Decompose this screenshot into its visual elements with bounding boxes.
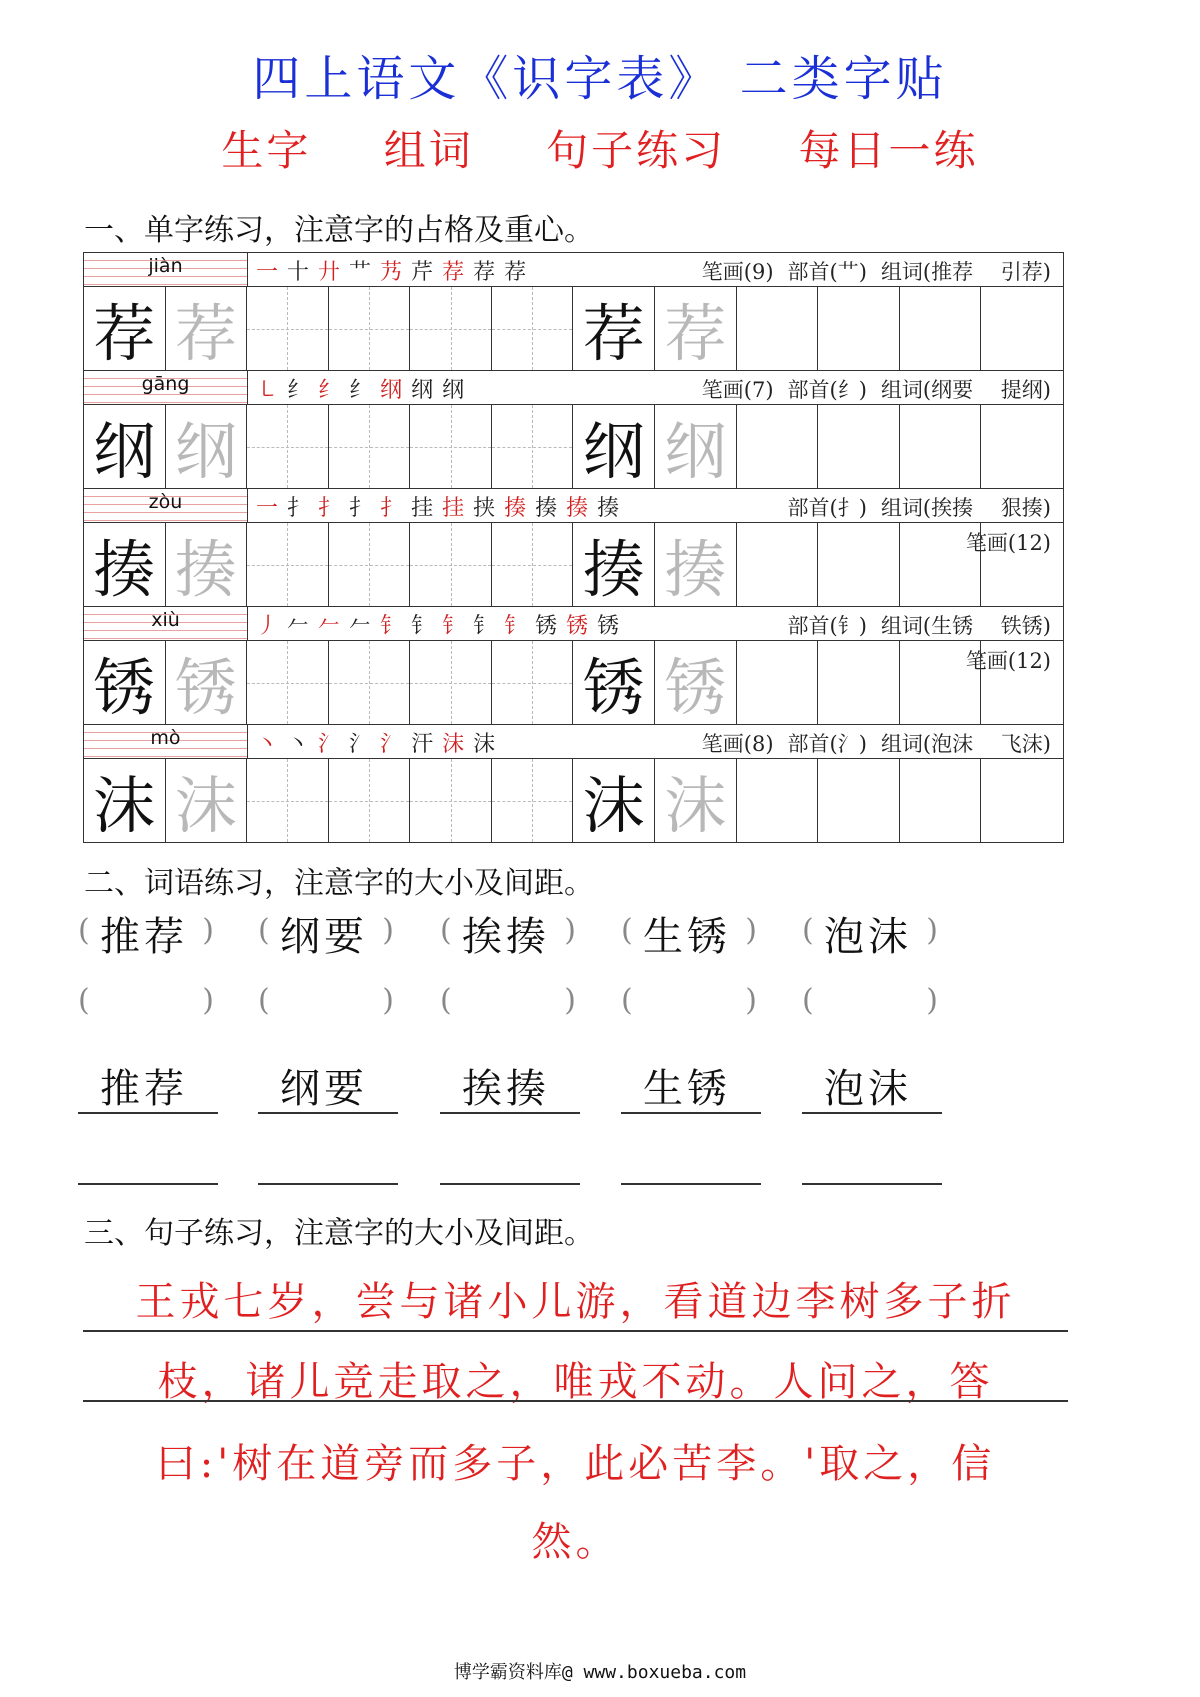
writing-cell[interactable] <box>981 523 1063 606</box>
stroke-step: 丿 <box>256 614 282 639</box>
word-text: 生锈 <box>643 914 731 960</box>
stroke-step: 扌 <box>349 496 375 521</box>
stroke-step: 锈 <box>597 614 623 639</box>
model-character: 纲 <box>93 415 156 488</box>
stroke-count: 笔画(8) <box>701 732 774 756</box>
bracket-left: ( <box>802 983 818 1018</box>
writing-cell[interactable] <box>410 641 492 724</box>
stroke-step: 氵 <box>349 732 375 757</box>
model-character: 荐 <box>582 297 645 370</box>
stroke-step: 一 <box>256 260 282 285</box>
empty-bracket-box[interactable] <box>802 975 942 1025</box>
pinyin-box <box>84 607 248 640</box>
stroke-step: 𠂉 <box>287 614 313 639</box>
stroke-step: 钅 <box>380 614 406 639</box>
bracket-right: ) <box>202 983 218 1018</box>
bracket-right: ) <box>202 913 218 948</box>
model-character-cell <box>573 405 655 488</box>
footer-watermark: 博学霸资料库@ www.boxueba.com <box>453 1662 747 1683</box>
model-character-cell <box>84 287 166 370</box>
trace-character-cell <box>166 405 248 488</box>
blank-writing-line[interactable] <box>258 1183 398 1185</box>
stroke-count: 笔画(7) <box>701 378 774 402</box>
stroke-count: 笔画(9) <box>701 260 774 284</box>
writing-cell[interactable] <box>329 641 411 724</box>
model-character-cell <box>84 405 166 488</box>
model-character: 沫 <box>93 769 156 842</box>
pinyin: gāng <box>141 373 190 395</box>
empty-bracket-box[interactable] <box>78 975 218 1025</box>
stroke-step: 钅 <box>442 614 468 639</box>
stroke-step: 纲 <box>380 378 406 403</box>
bracket-right: ) <box>745 983 761 1018</box>
stroke-step: ㇄ <box>256 378 282 403</box>
writing-cell[interactable] <box>900 759 982 842</box>
writing-cell[interactable] <box>329 287 411 370</box>
subtitle-item: 句子练习 <box>546 126 727 175</box>
bracket-left: ( <box>258 913 274 948</box>
stroke-step: 扌 <box>380 496 406 521</box>
stroke-step: 荐 <box>504 260 530 285</box>
pinyin: zòu <box>148 491 183 513</box>
writing-cell[interactable] <box>247 759 329 842</box>
underlined-word: 纲要 <box>280 1066 368 1112</box>
character-info-row <box>84 607 1063 641</box>
writing-cell[interactable] <box>247 523 329 606</box>
pinyin: jiàn <box>148 255 183 277</box>
word-examples: 组词(纲要 提纲) <box>880 378 1051 402</box>
bracket-right: ) <box>564 913 580 948</box>
stroke-step: 锈 <box>566 614 592 639</box>
bracket-right: ) <box>926 913 942 948</box>
stroke-step: 荐 <box>442 260 468 285</box>
character-block <box>84 725 1063 842</box>
writing-cell[interactable] <box>818 405 900 488</box>
trace-character-cell <box>166 287 248 370</box>
page-title: 四上语文《识字表》 二类字贴 <box>252 51 948 107</box>
writing-cell[interactable] <box>900 287 982 370</box>
trace-character: 纲 <box>664 415 727 488</box>
model-character: 揍 <box>582 533 645 606</box>
section-heading-two: 二、词语练习，注意字的大小及间距。 <box>84 866 594 901</box>
writing-cell[interactable] <box>737 287 819 370</box>
word-examples: 组词(泡沫 飞沫) <box>880 732 1051 756</box>
sentence-rule-line <box>83 1400 1068 1402</box>
empty-bracket-box[interactable] <box>258 975 398 1025</box>
underlined-word: 推荐 <box>100 1066 188 1112</box>
word-with-brackets <box>258 905 398 960</box>
writing-cell[interactable] <box>492 523 574 606</box>
character-meta <box>688 728 1051 758</box>
stroke-step: 氵 <box>318 732 344 757</box>
pinyin: xiù <box>151 609 180 631</box>
stroke-step: 揍 <box>504 496 530 521</box>
trace-character-cell <box>655 523 737 606</box>
stroke-order <box>256 491 628 522</box>
radical: 部首(艹) <box>787 260 867 284</box>
word-with-brackets <box>78 905 218 960</box>
writing-cell[interactable] <box>410 287 492 370</box>
model-character: 纲 <box>582 415 645 488</box>
stroke-step: 𠂉 <box>349 614 375 639</box>
bracket-right: ) <box>382 983 398 1018</box>
character-practice-table <box>83 252 1064 843</box>
stroke-step: 氵 <box>380 732 406 757</box>
bracket-left: ( <box>621 983 637 1018</box>
sentence-line: 然。 <box>531 1519 620 1565</box>
blank-writing-line[interactable] <box>78 1183 218 1185</box>
character-info-row <box>84 489 1063 523</box>
writing-cell[interactable] <box>737 759 819 842</box>
radical: 部首(钅) <box>787 614 867 638</box>
trace-character-cell <box>166 759 248 842</box>
character-block <box>84 371 1063 489</box>
writing-cell[interactable] <box>247 405 329 488</box>
character-meta <box>774 492 1051 522</box>
stroke-step: 汗 <box>411 732 437 757</box>
underlined-word: 生锈 <box>643 1066 731 1112</box>
trace-character: 荐 <box>174 297 237 370</box>
stroke-step: 挟 <box>473 496 499 521</box>
sentence-line: 王戎七岁，尝与诸小儿游，看道边李树多子折 <box>135 1279 1016 1325</box>
empty-bracket-box[interactable] <box>621 975 761 1025</box>
character-block <box>84 489 1063 607</box>
stroke-step: 钅 <box>504 614 530 639</box>
underlined-word: 挨揍 <box>462 1066 550 1112</box>
section-heading-three: 三、句子练习，注意字的大小及间距。 <box>84 1216 594 1251</box>
stroke-step: 揍 <box>566 496 592 521</box>
stroke-step: 十 <box>287 260 313 285</box>
character-meta <box>774 610 1051 640</box>
writing-cell[interactable] <box>981 759 1063 842</box>
section-heading-one: 一、单字练习，注意字的占格及重心。 <box>84 213 594 248</box>
bracket-right: ) <box>926 983 942 1018</box>
writing-cell[interactable] <box>818 759 900 842</box>
word-text: 挨揍 <box>462 914 550 960</box>
trace-character-cell <box>166 641 248 724</box>
writing-cell[interactable] <box>410 523 492 606</box>
writing-cell[interactable] <box>492 287 574 370</box>
bracket-left: ( <box>78 913 94 948</box>
writing-cell[interactable] <box>492 405 574 488</box>
stroke-step: 挂 <box>411 496 437 521</box>
model-character-cell <box>84 523 166 606</box>
stroke-order <box>256 609 628 640</box>
stroke-step: 钅 <box>411 614 437 639</box>
stroke-step: 扌 <box>318 496 344 521</box>
stroke-step: 揍 <box>597 496 623 521</box>
writing-cell[interactable] <box>492 759 574 842</box>
pinyin-box <box>84 371 248 404</box>
pinyin-box <box>84 489 248 522</box>
trace-character: 揍 <box>664 533 727 606</box>
writing-grid <box>84 759 1063 842</box>
writing-cell[interactable] <box>329 759 411 842</box>
stroke-step: 芹 <box>411 260 437 285</box>
trace-character-cell <box>655 759 737 842</box>
trace-character: 锈 <box>664 651 727 724</box>
stroke-step: 纟 <box>318 378 344 403</box>
writing-cell[interactable] <box>329 405 411 488</box>
blank-writing-line[interactable] <box>802 1183 942 1185</box>
character-block <box>84 607 1063 725</box>
writing-cell[interactable] <box>900 641 982 724</box>
trace-character-cell <box>655 405 737 488</box>
stroke-step: 纲 <box>442 378 468 403</box>
radical: 部首(氵) <box>787 732 867 756</box>
stroke-step: 荐 <box>473 260 499 285</box>
pinyin-box <box>84 253 248 286</box>
character-info-row <box>84 253 1063 287</box>
stroke-step: 沫 <box>442 732 468 757</box>
model-character-cell <box>573 641 655 724</box>
stroke-step: 锈 <box>535 614 561 639</box>
underline <box>440 1112 580 1114</box>
stroke-step: 𠂉 <box>318 614 344 639</box>
writing-cell[interactable] <box>981 287 1063 370</box>
bracket-right: ) <box>745 913 761 948</box>
character-info-row <box>84 371 1063 405</box>
character-meta <box>688 374 1051 404</box>
writing-cell[interactable] <box>818 641 900 724</box>
writing-cell[interactable] <box>981 641 1063 724</box>
stroke-step: 挂 <box>442 496 468 521</box>
model-character-cell <box>84 759 166 842</box>
radical: 部首(扌) <box>787 496 867 520</box>
writing-cell[interactable] <box>410 405 492 488</box>
model-character: 锈 <box>582 651 645 724</box>
stroke-count: 笔画(12) <box>965 531 1051 555</box>
page-subtitle <box>0 118 1200 178</box>
pinyin: mò <box>150 727 181 749</box>
word-examples: 组词(挨揍 狠揍) <box>880 496 1051 520</box>
sentence-line: 曰:'树在道旁而多子，此必苦李。'取之，信 <box>155 1441 996 1487</box>
character-block <box>84 253 1063 371</box>
stroke-step: 丶 <box>287 732 313 757</box>
word-examples: 组词(生锈 铁锈) <box>880 614 1051 638</box>
writing-cell[interactable] <box>900 405 982 488</box>
trace-character: 沫 <box>174 769 237 842</box>
stroke-step: 纲 <box>411 378 437 403</box>
trace-character: 锈 <box>174 651 237 724</box>
word-with-brackets <box>440 905 580 960</box>
character-info-row <box>84 725 1063 759</box>
model-character-cell <box>573 759 655 842</box>
subtitle-item: 生字 <box>221 126 312 175</box>
writing-cell[interactable] <box>329 523 411 606</box>
trace-character-cell <box>166 523 248 606</box>
stroke-count: 笔画(12) <box>965 649 1051 673</box>
underline <box>258 1112 398 1114</box>
writing-cell[interactable] <box>737 523 819 606</box>
bracket-left: ( <box>440 983 456 1018</box>
word-with-brackets <box>802 905 942 960</box>
writing-grid <box>84 287 1063 370</box>
writing-cell[interactable] <box>981 405 1063 488</box>
stroke-step: 艿 <box>380 260 406 285</box>
stroke-step: 纟 <box>349 378 375 403</box>
stroke-order <box>256 727 504 758</box>
writing-cell[interactable] <box>492 641 574 724</box>
stroke-step: 丶 <box>256 732 282 757</box>
bracket-left: ( <box>802 913 818 948</box>
blank-writing-line[interactable] <box>440 1183 580 1185</box>
bracket-right: ) <box>564 983 580 1018</box>
stroke-step: 扌 <box>287 496 313 521</box>
model-character: 沫 <box>582 769 645 842</box>
bracket-right: ) <box>382 913 398 948</box>
writing-grid <box>84 641 1063 724</box>
stroke-step: 廾 <box>318 260 344 285</box>
bracket-left: ( <box>440 913 456 948</box>
word-examples: 组词(推荐 引荐) <box>880 260 1051 284</box>
writing-cell[interactable] <box>247 641 329 724</box>
stroke-order <box>256 255 535 286</box>
writing-cell[interactable] <box>410 759 492 842</box>
blank-writing-line[interactable] <box>621 1183 761 1185</box>
stroke-step: 揍 <box>535 496 561 521</box>
writing-cell[interactable] <box>737 641 819 724</box>
trace-character-cell <box>655 287 737 370</box>
stroke-step: 沫 <box>473 732 499 757</box>
writing-cell[interactable] <box>247 287 329 370</box>
character-meta <box>688 256 1051 286</box>
model-character-cell <box>573 523 655 606</box>
writing-cell[interactable] <box>818 287 900 370</box>
model-character-cell <box>84 641 166 724</box>
model-character: 荐 <box>93 297 156 370</box>
word-text: 纲要 <box>280 914 368 960</box>
trace-character: 纲 <box>174 415 237 488</box>
subtitle-item: 每日一练 <box>798 126 979 175</box>
stroke-step: 纟 <box>287 378 313 403</box>
empty-bracket-box[interactable] <box>440 975 580 1025</box>
writing-cell[interactable] <box>818 523 900 606</box>
bracket-left: ( <box>78 983 94 1018</box>
writing-grid <box>84 405 1063 488</box>
stroke-step: 艹 <box>349 260 375 285</box>
stroke-step: 钅 <box>473 614 499 639</box>
writing-cell[interactable] <box>737 405 819 488</box>
model-character: 锈 <box>93 651 156 724</box>
subtitle-item: 组词 <box>383 126 474 175</box>
trace-character: 揍 <box>174 533 237 606</box>
trace-character-cell <box>655 641 737 724</box>
trace-character: 沫 <box>664 769 727 842</box>
model-character: 揍 <box>93 533 156 606</box>
bracket-left: ( <box>621 913 637 948</box>
stroke-order <box>256 373 473 404</box>
word-with-brackets <box>621 905 761 960</box>
trace-character: 荐 <box>664 297 727 370</box>
bracket-left: ( <box>258 983 274 1018</box>
word-text: 泡沫 <box>824 914 912 960</box>
sentence-line: 枝，诸儿竞走取之，唯戎不动。人问之，答 <box>157 1359 994 1405</box>
word-text: 推荐 <box>100 914 188 960</box>
underline <box>78 1112 218 1114</box>
writing-cell[interactable] <box>900 523 982 606</box>
writing-grid <box>84 523 1063 606</box>
stroke-step: 一 <box>256 496 282 521</box>
sentence-rule-line <box>83 1330 1068 1332</box>
underlined-word: 泡沫 <box>824 1066 912 1112</box>
radical: 部首(纟) <box>787 378 867 402</box>
model-character-cell <box>573 287 655 370</box>
underline <box>802 1112 942 1114</box>
underline <box>621 1112 761 1114</box>
pinyin-box <box>84 725 248 758</box>
